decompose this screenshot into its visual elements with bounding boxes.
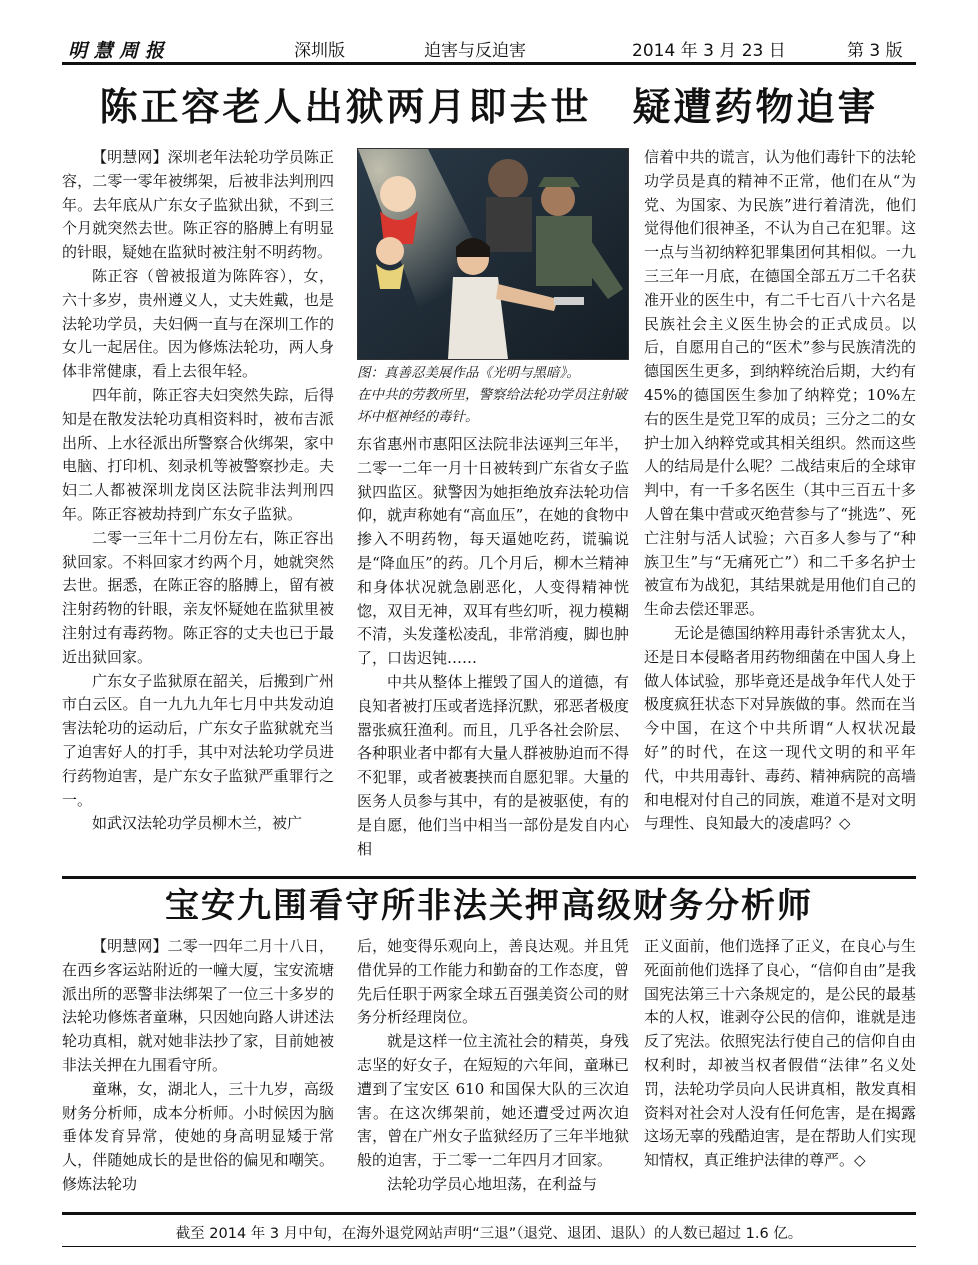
paragraph: 陈正容（曾被报道为陈阵容），女，六十多岁，贵州遵义人，丈夫姓戴，也是法轮功学员，夫妇俩一直与在深圳工作的女儿一起居住。因为修炼法轮功，两人身体非常健康，看上去很年轻。 <box>62 266 334 381</box>
paper-name: 明 慧 周 报 <box>68 40 164 62</box>
article1-figure <box>357 148 629 360</box>
paragraph: 【明慧网】深圳老年法轮功学员陈正容，二零一零年被绑架，后被非法判刑四年。去年底从广东女子监狱出狱，不到三个月就突然去世。陈正容的胳膊上有明显的针眼，疑她在监狱时被注射不明药物。 <box>62 148 334 262</box>
caption-line: 在中共的劳教所里，警察给法轮功学员注射破坏中枢神经的毒针。 <box>357 387 627 425</box>
article1-title: 陈正容老人出狱两月即去世 疑遭药物迫害 <box>99 84 879 129</box>
caption-line: 图：真善忍美展作品《光明与黑暗》。 <box>357 365 580 381</box>
header-rule <box>62 62 916 65</box>
paragraph: 正义面前，他们选择了正义，在良心与生死面前他们选择了良心，“信仰自由”是我国宪法第三十六条规定的，是公民的最基本的人权，谁剥夺公民的信仰，谁就是违反了宪法。依照宪法行使自己的信仰自由权利时，却被当权者假借“法律”名义处罚，法轮功学员向人民讲真相，散发真相资料对社会对人没有任何危害，是在揭露这场无辜的残酷迫害，是在帮助人们实现知情权，真正维护法律的尊严。◇ <box>644 937 916 1170</box>
article1-column-2 <box>357 433 629 874</box>
masthead <box>62 36 916 60</box>
paragraph: 就是这样一位主流社会的精英，身残志坚的好女子，在短短的六年间，童琳已遭到了宝安区 610 和国保大队的三次迫害。在这次绑架前，她还遭受过两次迫害，曾在广州女子监狱经历了三年半地狱般的迫害，于二零一二年四月才回家。 <box>357 1032 629 1170</box>
paragraph: 东省惠州市惠阳区法院非法诬判三年半，二零一二年一月十日被转到广东省女子监狱四监区。狱警因为她拒绝放弃法轮功信仰，就声称她有“高血压”，在她的食物中掺入不明药物，每天逼她吃药，谎骗说是“降血压”的药。几个月后，柳木兰精神和身体状况就急剧恶化，人变得精神恍惚，双目无神，双耳有些幻听，视力模糊不清，头发蓬松凌乱，非常消瘦，脚也肿了，口齿迟钝…… <box>357 435 629 668</box>
paragraph: 中共从整体上摧毁了国人的道德，有良知者被打压或者选择沉默，邪恶者极度嚣张疯狂渔利。而且，几乎各社会阶层、各种职业者中都有大量人群被胁迫而不得不犯罪，或者被裹挟而自愿犯罪。大量的医务人员参与其中，有的是被驱使，有的是自愿，他们当中相当一部份是发自内心相 <box>357 672 629 858</box>
article2-column-2 <box>357 935 629 1207</box>
paragraph: 童琳，女，湖北人，三十九岁，高级财务分析师，成本分析师。小时候因为脑垂体发育异常，使她的身高明显矮于常人，伴随她成长的是世俗的偏见和嘲笑。修炼法轮功 <box>62 1079 334 1193</box>
paragraph: 二零一三年十二月份左右，陈正容出狱回家。不料回家才约两个月，她就突然去世。据悉，在陈正容的胳膊上，留有被注射药物的针眼，亲友怀疑她在监狱里被注射过有毒药物。陈正容的丈夫也已于最近出狱回家。 <box>62 528 334 666</box>
paragraph: 无论是德国纳粹用毒针杀害犹太人，还是日本侵略者用药物细菌在中国人身上做人体试验，那毕竟还是战争年代人处于极度疯狂状态下对异族做的事。然而在当今中国，在这个中共所谓“人权状况最好”的时代，在这一现代文明的和平年代，中共用毒针、毒药、精神病院的高墙和电棍对付自己的同族，难道不是对文明与理性、良知最大的凌虐吗？◇ <box>644 623 916 833</box>
article2-column-1 <box>62 935 334 1207</box>
paragraph: 信着中共的谎言，认为他们毒针下的法轮功学员是真的精神不正常，他们在从“为党、为国家、为民族”进行着清洗，他们觉得他们很神圣，不认为自己在犯罪。这一点与当初纳粹犯罪集团何其相似。一九三三年一月底，在德国全部五万二千名获准开业的医生中，有二千七百八十六名是民族社会主义医生协会的正式成员。以后，自愿用自己的“医术”参与民族清洗的德国医生更多，到纳粹统治后期，大约有 45%的德国医生参加了纳粹党；10%左右的医生是党卫军的成员；三分之二的女护士加入纳粹党或其相关组织。然而这些人的结局是什么呢？二战结束后的全球审判中，有一千多名医生（其中三百五十多人曾在集中营或灭绝营参与了“挑选”、死亡注射与活人试验；六百多人参与了“种族卫生”与“无痛死亡”）和二千多名护士被宣布为战犯，其结果就是用他们自己的生命去偿还罪恶。 <box>644 148 916 619</box>
article1-column-1 <box>62 146 334 874</box>
paragraph: 广东女子监狱原在韶关，后搬到广州市白云区。自一九九九年七月中共发动迫害法轮功的运动后，广东女子监狱就充当了迫害好人的打手，其中对法轮功学员进行药物迫害，是广东女子监狱严重罪行之一。 <box>62 671 334 809</box>
footer-rule <box>62 1212 916 1215</box>
paragraph: 四年前，陈正容夫妇突然失踪，后得知是在散发法轮功真相资料时，被布吉派出所、上水径派出所警察合伙绑架，家中电脑、打印机、刻录机等被警察抄走。夫妇二人都被深圳龙岗区法院非法判刑四年。陈正容被劫持到广东女子监狱。 <box>62 385 334 523</box>
paragraph: 【明慧网】二零一四年二月十八日，在西乡客运站附近的一幢大厦，宝安流塘派出所的恶警非法绑架了一位三十多岁的法轮功修炼者童琳，只因她向路人讲述法轮功真相，就对她非法抄了家，目前她被非法关押在九围看守所。 <box>62 937 334 1074</box>
article2-column-3 <box>644 935 916 1207</box>
article1-column-3 <box>644 146 916 874</box>
footer-notice: 截至 2014 年 3 月中旬，在海外退党网站声明“三退”（退党、退团、退队）的人数已超过 1.6 亿。 <box>175 1226 803 1242</box>
figure-caption <box>357 362 629 428</box>
article2-title: 宝安九围看守所非法关押高级财务分析师 <box>165 886 813 926</box>
paragraph: 后，她变得乐观向上，善良达观。并且凭借优异的工作能力和勤奋的工作态度，曾先后任职于两家全球五百强美资公司的财务分析经理岗位。 <box>357 937 629 1027</box>
paragraph: 法轮功学员心地坦荡，在利益与 <box>387 1174 598 1193</box>
section-name: 迫害与反迫害 <box>424 41 526 61</box>
painting-image <box>358 149 628 359</box>
edition: 深圳版 <box>294 41 345 61</box>
page-number: 第 3 版 <box>847 41 903 61</box>
footer-bottom-rule <box>62 1246 916 1247</box>
issue-date: 2014 年 3 月 23 日 <box>632 41 786 61</box>
paragraph: 如武汉法轮功学员柳木兰，被广 <box>92 814 303 833</box>
